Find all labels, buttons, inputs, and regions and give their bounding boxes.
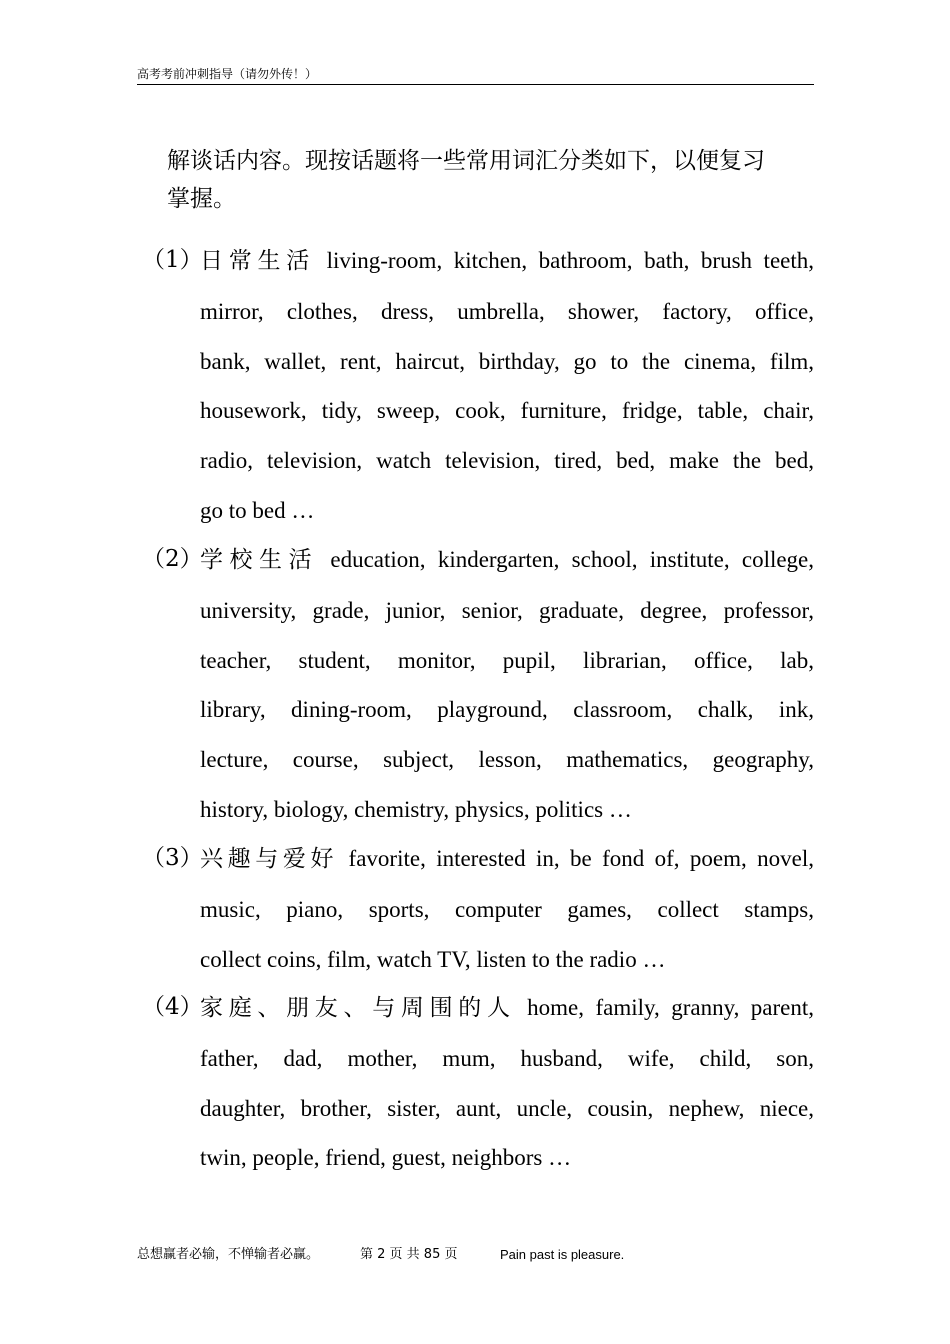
- footer-motto: 总想赢者必输，不惮输者必赢。: [137, 1247, 320, 1262]
- topic-line: bank, wallet, rent, haircut, birthday, go to the cinema, film,: [200, 348, 814, 374]
- topic-line: father, dad, mother, mum, husband, wife, child, son,: [200, 1045, 814, 1071]
- topic-number: （2）: [142, 546, 203, 572]
- topic-title: 兴趣与爱好: [200, 846, 339, 872]
- topic-line: collect coins, film, watch TV, listen to the radio …: [200, 946, 666, 972]
- topic-number: （3）: [142, 845, 203, 871]
- topic-title: 学校生活: [200, 547, 319, 573]
- intro-line: 解谈话内容。现按话题将一些常用词汇分类如下，以便复习: [167, 148, 765, 174]
- topic-line: university, grade, junior, senior, graduate, degree, professor,: [200, 597, 814, 623]
- intro-paragraph: [167, 142, 817, 218]
- topic-title: 日常生活: [200, 248, 316, 274]
- topic-line: [200, 236, 814, 287]
- topic-daily-life: [142, 236, 818, 536]
- header-title: 高考考前冲刺指导（请勿外传！）: [137, 67, 318, 81]
- topic-line: [200, 834, 814, 885]
- topic-title: 家庭、朋友、与周围的人: [200, 995, 516, 1021]
- topic-line: history, biology, chemistry, physics, politics …: [200, 796, 632, 822]
- topic-school-life: [142, 535, 818, 835]
- topic-line: radio, television, watch television, tired, bed, make the bed,: [200, 448, 814, 474]
- topic-interests-hobbies: [142, 834, 818, 984]
- topic-line: [200, 535, 814, 586]
- topic-line: mirror, clothes, dress, umbrella, shower, factory, office,: [200, 298, 814, 324]
- topic-line: teacher, student, monitor, pupil, librarian, office, lab,: [200, 647, 814, 673]
- topic-line: housework, tidy, sweep, cook, furniture, fridge, table, chair,: [200, 398, 814, 424]
- topic-line: twin, people, friend, guest, neighbors …: [200, 1145, 572, 1171]
- topic-line: [200, 983, 814, 1034]
- topic-number: （1）: [142, 247, 203, 273]
- topic-words: education, kindergarten, school, institute, college,: [330, 547, 815, 572]
- topic-number: （4）: [142, 994, 203, 1020]
- topic-words: living-room, kitchen, bathroom, bath, brush teeth,: [326, 248, 814, 273]
- topic-words: home, family, granny, parent,: [527, 995, 815, 1020]
- topic-line: daughter, brother, sister, aunt, uncle, cousin, nephew, niece,: [200, 1095, 814, 1121]
- page-number: 第 2 页 共 85 页: [360, 1247, 458, 1262]
- topic-line: lecture, course, subject, lesson, mathematics, geography,: [200, 747, 814, 773]
- page-header: [137, 66, 814, 85]
- topic-line: library, dining-room, playground, classroom, chalk, ink,: [200, 697, 814, 723]
- topic-line: go to bed …: [200, 497, 315, 523]
- topic-family-friends: [142, 983, 818, 1183]
- intro-line: 掌握。: [167, 186, 236, 212]
- topic-words: favorite, interested in, be fond of, poem, novel,: [348, 846, 814, 871]
- topic-line: music, piano, sports, computer games, collect stamps,: [200, 896, 814, 922]
- footer-english-motto: Pain past is pleasure.: [500, 1247, 625, 1262]
